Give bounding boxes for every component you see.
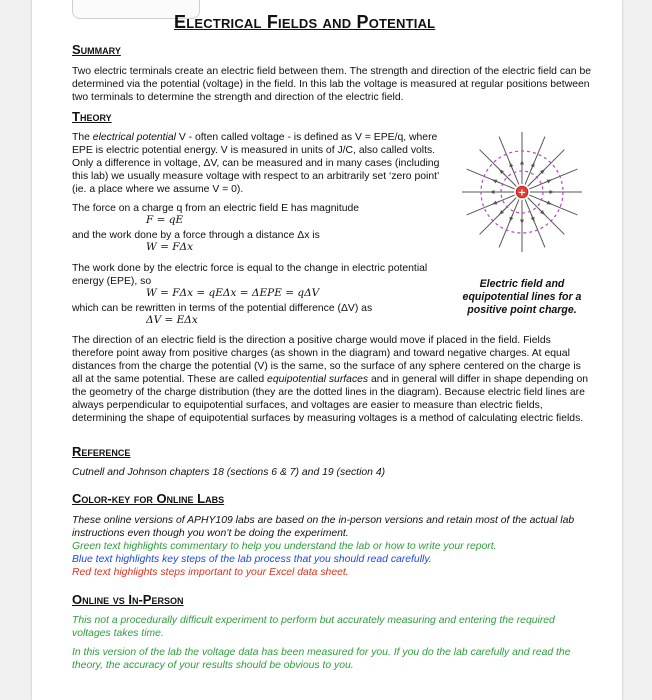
- theory-paragraph-3: [72, 334, 592, 425]
- field-arrow-icon: [531, 162, 534, 169]
- field-line: [529, 169, 577, 189]
- field-arrow-icon: [510, 214, 513, 221]
- field-arrow-icon: [539, 209, 545, 215]
- equipotential-surfaces-term: equipotential surfaces: [267, 374, 369, 385]
- field-line: [480, 198, 517, 235]
- theory-p3-start: The direction of an electric field is the direction a positive charge would move if placed in the field. Fields therefore point away from positive charges (as shown in the diagram) and toward negative charges. At equal distances from the charge the potential (V) is the same, so the surface of any sphere centered on the charge is all at the same potential. These are called: [72, 335, 581, 385]
- reference-heading: Reference: [72, 444, 131, 459]
- field-line: [529, 195, 577, 215]
- field-line: [499, 199, 519, 247]
- field-arrow-icon: [492, 201, 499, 204]
- field-arrow-icon: [539, 169, 545, 175]
- field-line: [499, 137, 519, 185]
- field-arrow-icon: [499, 169, 505, 175]
- green-text-note: Green text highlights commentary to help you understand the lab or how to write your report.: [72, 541, 497, 552]
- document-page: [32, 0, 622, 700]
- theory-paragraph-2: The work done by the electric force is equal to the change in electric potential energy (EPE), so: [72, 263, 428, 287]
- rewrite-intro: which can be rewritten in terms of the potential difference (ΔV) as: [72, 303, 373, 314]
- field-line: [480, 150, 517, 187]
- field-arrow-icon: [544, 180, 551, 183]
- equation-force: F = qE: [146, 214, 184, 226]
- page-title: Electrical Fields and Potential: [174, 12, 436, 32]
- summary-heading: Summary: [72, 42, 121, 57]
- field-arrow-icon: [544, 201, 551, 204]
- theory-p1-rest: V - often called voltage - is defined as V = EPE/q, where EPE is electric potential energy. V is measured in units of J/C, also called volts. Only a difference in voltage, ΔV, can be measured and in many cases (including this lab) we usually measure voltage with respect to an arbitrarily set ‘zero point’ (ie. a place where we assume V = 0).: [72, 132, 440, 195]
- equation-delta-v: ΔV = EΔx: [146, 314, 198, 326]
- equation-work: W = FΔx: [146, 241, 194, 253]
- color-key-intro: These online versions of APHY109 labs are based on the in-person versions and retain most of the actual lab instructions even though you won’t be doing the experiment.: [72, 515, 575, 539]
- field-line: [525, 199, 545, 247]
- field-arrow-icon: [510, 162, 513, 169]
- field-line: [528, 150, 565, 187]
- electrical-potential-term: electrical potential: [92, 132, 176, 143]
- field-line: [467, 169, 515, 189]
- red-text-note: Red text highlights steps important to your Excel data sheet.: [72, 567, 349, 578]
- summary-text: Two electric terminals create an electric field between them. The strength and direction of the electric field can be determined via the potential (voltage) in the field. In this lab the voltage is measured at regular positions between two terminals to determine the strength and direction of the electric field.: [72, 66, 592, 103]
- field-arrow-icon: [531, 214, 534, 221]
- blue-text-note: Blue text highlights key steps of the lab process that you should read carefully.: [72, 554, 432, 565]
- field-line: [525, 137, 545, 185]
- work-intro: and the work done by a force through a distance Δx is: [72, 230, 320, 241]
- theory-paragraph-1: [72, 131, 444, 196]
- theory-p1-start: The: [72, 132, 93, 143]
- online-vs-heading: Online vs In-Person: [72, 592, 184, 607]
- theory-heading: Theory: [72, 109, 112, 124]
- equation-work-epe: W = FΔx = qEΔx = ΔEPE = qΔV: [146, 287, 320, 299]
- positive-charge-plus-icon: +: [517, 187, 527, 199]
- diagram-caption: Electric field and equipotential lines for a positive point charge.: [462, 278, 582, 316]
- theory-p3-rest: and in general will differ in shape depending on the geometry of the charge distribution (they are the dotted lines in the diagram). Because electric field lines are always perpendicular to equipotential surfaces, and voltages are easier to measure than electric fields, determining the shape of equipotential surfaces by measuring voltages is a method of calculating electric fields.: [72, 374, 589, 424]
- color-key-heading: Color-key for Online Labs: [72, 491, 225, 506]
- field-arrow-icon: [499, 209, 505, 215]
- electric-field-diagram: [458, 128, 586, 256]
- field-line: [528, 198, 565, 235]
- field-arrow-icon: [492, 180, 499, 183]
- online-vs-paragraph-2: In this version of the lab the voltage data has been measured for you. If you do the lab carefully and read the theory, the accuracy of your results should be obvious to you.: [72, 647, 571, 671]
- reference-text: Cutnell and Johnson chapters 18 (sections 6 & 7) and 19 (section 4): [72, 467, 386, 478]
- field-line: [467, 195, 515, 215]
- force-intro: The force on a charge q from an electric field E has magnitude: [72, 203, 360, 214]
- online-vs-paragraph-1: This not a procedurally difficult experiment to perform but accurately measuring and entering the required voltages takes time.: [72, 615, 555, 639]
